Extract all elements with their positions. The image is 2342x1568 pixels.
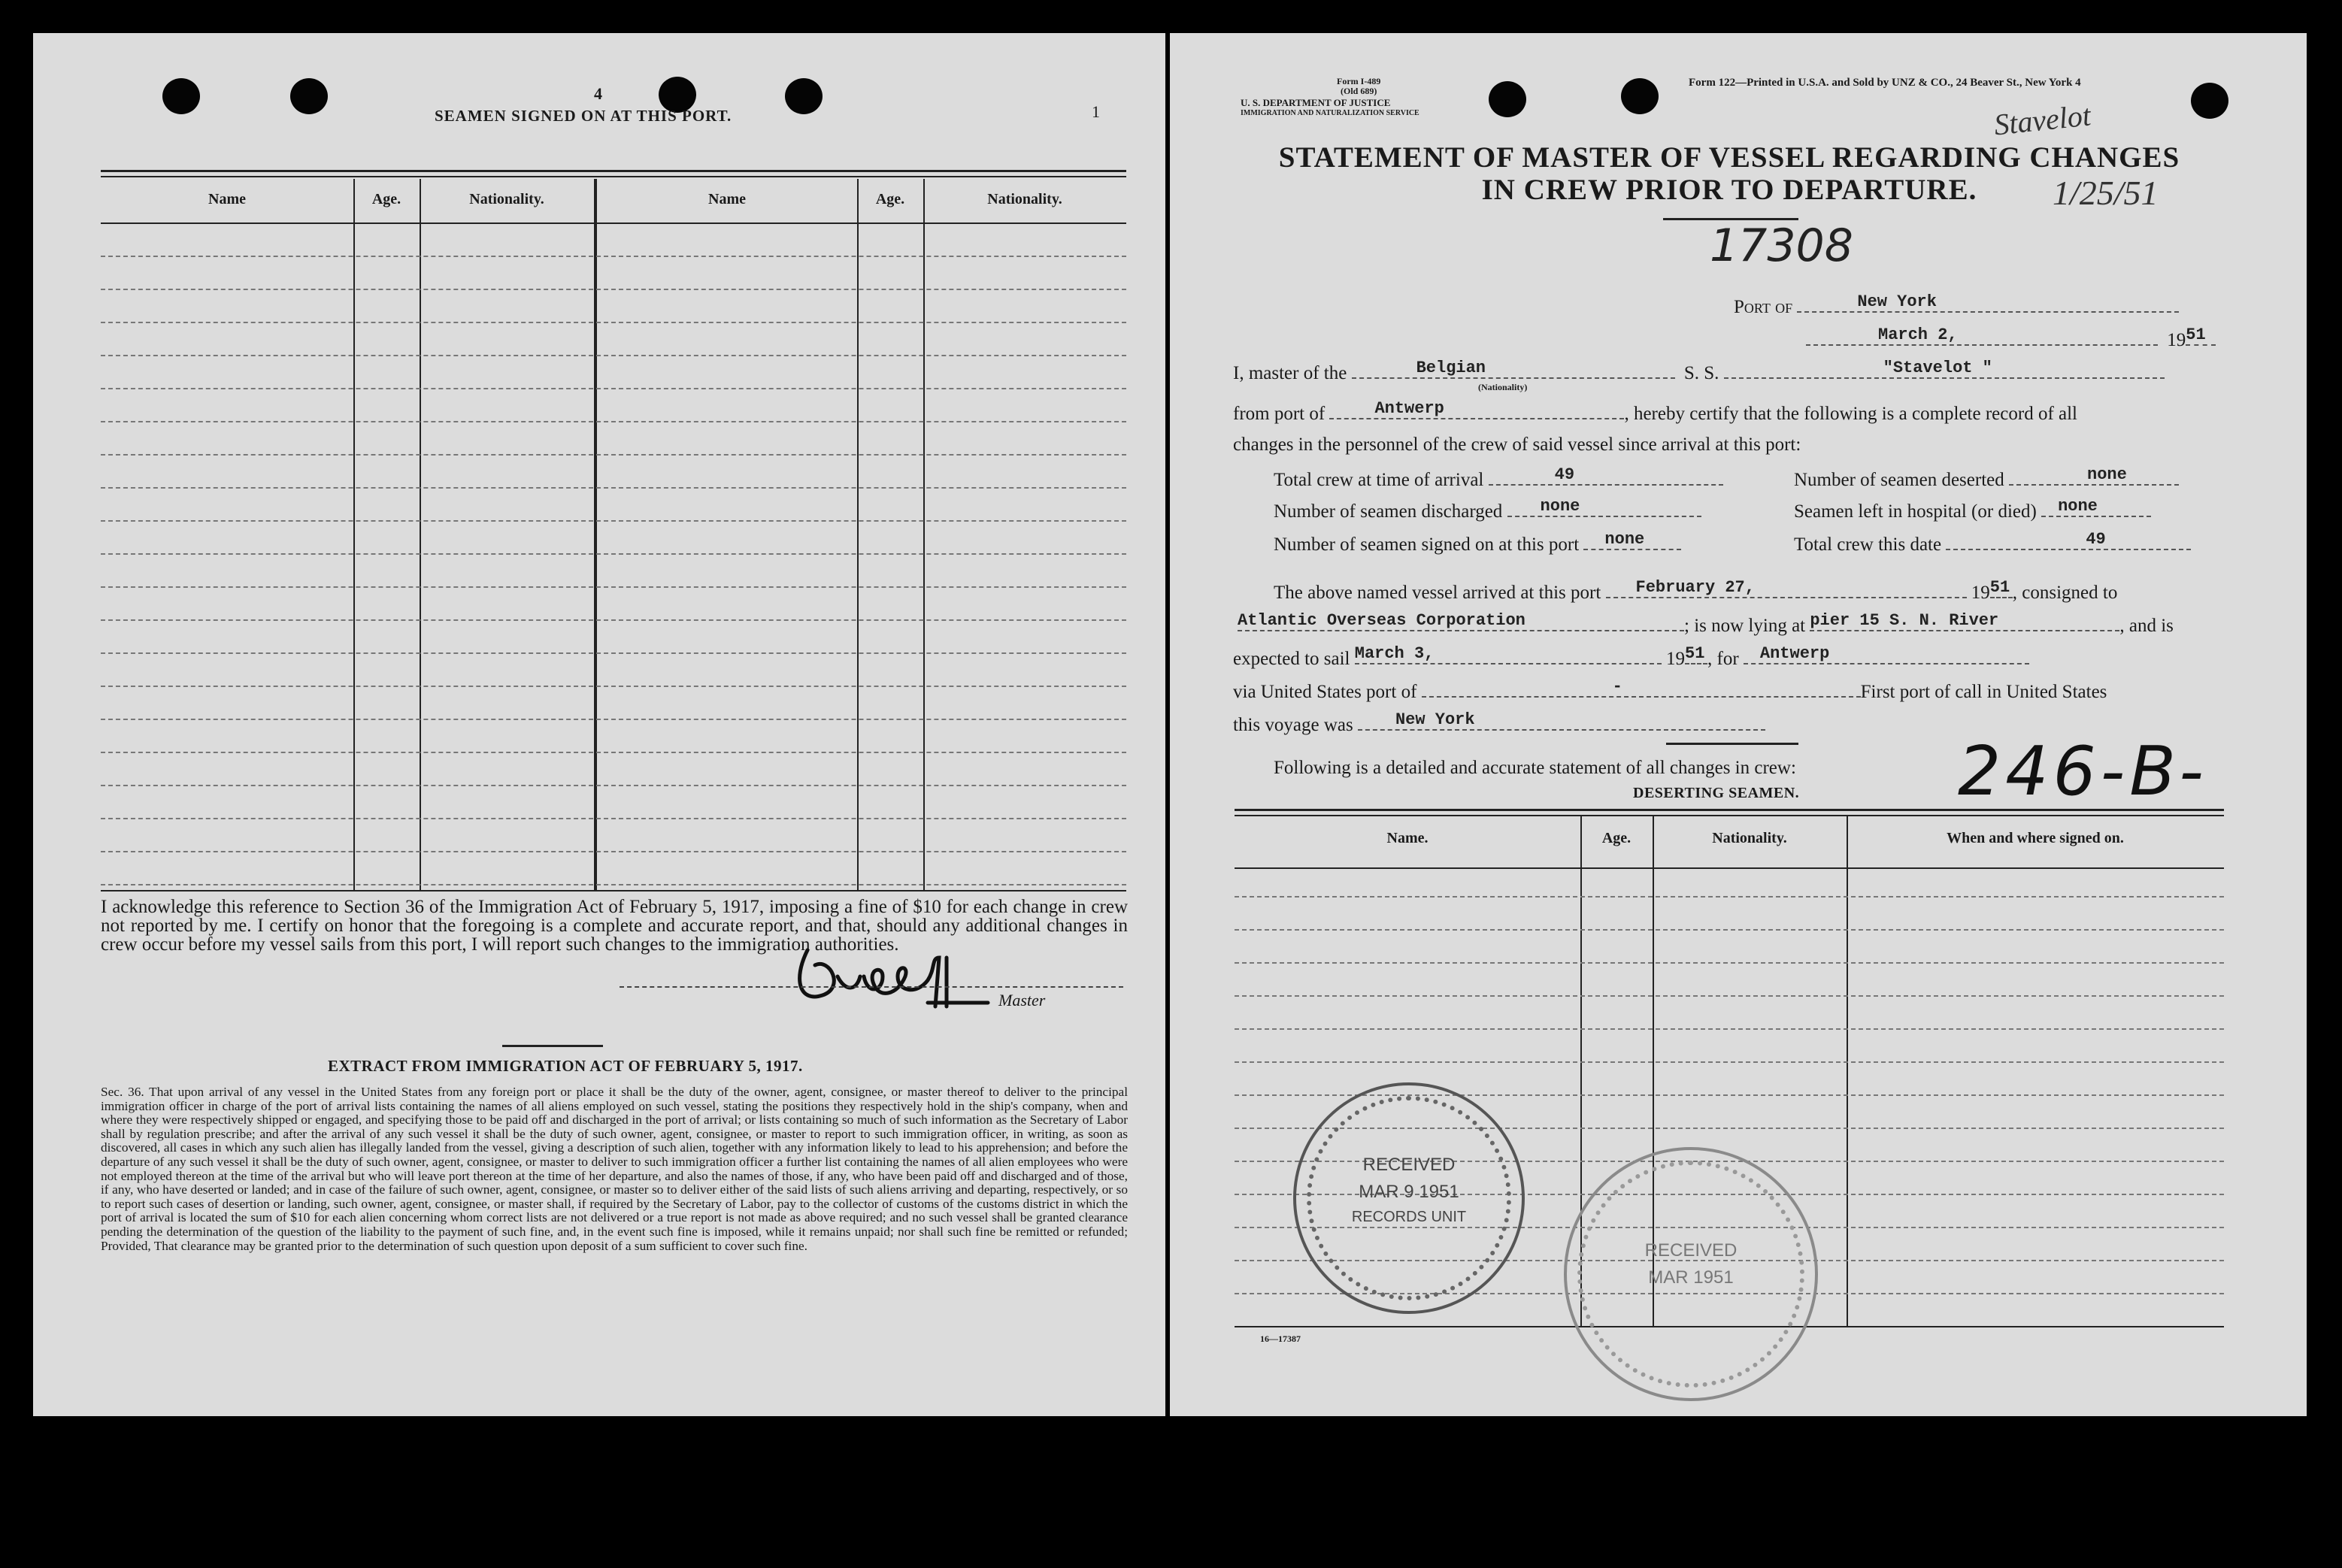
column-header-age: Age.: [1601, 830, 1632, 846]
table-row: [101, 553, 1126, 555]
punch-hole: [1621, 78, 1659, 114]
table-row: [101, 355, 1126, 356]
seamen-signed-on-table: [101, 138, 1126, 890]
total-crew-date: Total crew this date 49: [1794, 532, 2191, 555]
punch-hole: [2191, 83, 2228, 119]
left-page: [33, 33, 1165, 1416]
punch-hole: [1489, 81, 1526, 117]
table-row: [101, 421, 1126, 422]
deserting-seamen-title: DESERTING SEAMEN.: [1633, 785, 1800, 801]
table-row: [101, 719, 1126, 720]
punch-hole: [290, 78, 328, 114]
table-row: [101, 652, 1126, 654]
handwritten-date: 1/25/51: [2053, 174, 2159, 212]
extract-title: EXTRACT FROM IMMIGRATION ACT OF FEBRUARY 5, 1917.: [328, 1057, 803, 1075]
consignee-line: Atlantic Overseas Corporation ; is now lying at pier 15 S. N. River , and is: [1238, 611, 2174, 636]
expected-value: March 3,: [1354, 644, 1435, 663]
table-row: [1235, 1028, 2224, 1030]
table-row: [1235, 995, 2224, 997]
table-row: [101, 818, 1126, 819]
column-header-name: Name: [708, 191, 746, 207]
table-row: [101, 619, 1126, 621]
from-port-value: Antwerp: [1374, 399, 1444, 418]
table-row: [101, 851, 1126, 852]
department-header: U. S. DEPARTMENT OF JUSTICE IMMIGRATION AND NATURALIZATION SERVICE: [1241, 97, 1419, 117]
table-row: [101, 388, 1126, 389]
table-row: [101, 586, 1126, 588]
table-row: [101, 487, 1126, 489]
vessel-name-value: "Stavelot ": [1883, 359, 1992, 377]
acknowledgement-text: I acknowledge this reference to Section 36 of the Immigration Act of February 5, 1917, imposing a fine of $10 for each change in crew not reported by me. I certify on honor that the foregoing is a complete and accurate report, and that, should any additional changes in crew occur before my vessel sails from this port, I will report such changes to the immigration authorities.: [101, 897, 1128, 955]
table-row: [1235, 929, 2224, 931]
following-text: Following is a detailed and accurate statement of all changes in crew:: [1274, 758, 1796, 778]
column-header-age: Age.: [875, 191, 905, 207]
nationality-value: Belgian: [1416, 359, 1486, 377]
table-row: [101, 256, 1126, 257]
handwritten-vessel-name: Stavelot: [1992, 98, 2092, 142]
printer-note: Form 122—Printed in U.S.A. and Sold by UNZ & CO., 24 Beaver St., New York 4: [1689, 77, 2081, 89]
year-value: 51: [2186, 325, 2206, 344]
column-header-nationality: Nationality.: [469, 191, 544, 207]
master-label: Master: [998, 991, 1046, 1010]
table-row: [1235, 962, 2224, 964]
via-value: -: [1612, 677, 1622, 696]
via-line: via United States port of - First port of call in United States: [1233, 677, 2107, 702]
arrival-date-value: February 27,: [1635, 578, 1755, 597]
received-stamp: RECEIVED MAR 9 1951 RECORDS UNIT: [1293, 1082, 1525, 1314]
received-stamp-faded: RECEIVED MAR 1951: [1564, 1147, 1818, 1401]
divider: [1666, 743, 1798, 745]
this-voyage-value: New York: [1395, 710, 1475, 729]
table-row: [101, 289, 1126, 290]
table-row: [101, 785, 1126, 786]
seamen-hospital: Seamen left in hospital (or died) none: [1794, 499, 2151, 522]
column-header-nationality: Nationality.: [987, 191, 1062, 207]
seamen-discharged: Number of seamen discharged none: [1274, 499, 1701, 522]
form-number: Form I-489 (Old 689): [1337, 76, 1381, 96]
date-value: March 2,: [1878, 325, 1958, 344]
table-row: [101, 520, 1126, 522]
table-row: [101, 322, 1126, 323]
column-header-signed-on: When and where signed on.: [1947, 830, 2124, 846]
this-voyage-line: this voyage was New York: [1233, 713, 1765, 736]
column-header-name: Name: [208, 191, 246, 207]
section-title: SEAMEN SIGNED ON AT THIS PORT.: [435, 107, 732, 125]
form-footnote: 16—17387: [1260, 1333, 1301, 1344]
port-of-line: Port of New York: [1734, 295, 2179, 318]
consignee-value: Atlantic Overseas Corporation: [1238, 611, 1525, 630]
column-header-nationality: Nationality.: [1712, 830, 1787, 846]
signature-line: [620, 986, 1123, 988]
nationality-caption: (Nationality): [1478, 382, 1528, 392]
form-title: STATEMENT OF MASTER OF VESSEL REGARDING CHANGES IN CREW PRIOR TO DEPARTURE.: [1278, 141, 2180, 206]
punch-hole: [785, 78, 823, 114]
changes-line: changes in the personnel of the crew of said vessel since arrival at this port:: [1233, 434, 1801, 455]
table-row: [101, 686, 1126, 687]
table-row: [101, 752, 1126, 753]
seamen-deserted: Number of seamen deserted none: [1794, 468, 2179, 491]
table-row: [1235, 896, 2224, 898]
port-of-value: New York: [1857, 292, 1937, 311]
section-36-text: Sec. 36. That upon arrival of any vessel in the United States from any foreign port or place it shall be the duty of the owner, agent, consignee, or master thereof to deliver to the principal immigration officer in charge of the port of arrival lists containing the names of all aliens employed on such vessel, stating the positions they respectively hold in the ship's company, when and where they were respectively shipped or engaged, and specifying those to be paid off and discharged in the port of arrival; or lists containing so much of such information as the Secretary of Labor shall by regulation prescribe; and after the arrival of any such vessel it shall be the duty of such owner, agent, consignee, or master to report to such immigration officer, in writing, as soon as discovered, all cases in which any such alien has illegally landed from the vessel, giving a description of such alien, together with any information likely to lead to his apprehension; and before the departure of any such vessel it shall be the duty of such owner, agent, consignee, or master to deliver to such immigration officer a further list containing the names of all alien employees who were not employed thereon at the time of the arrival but who will leave port thereon at the time of her departure, and also the names of those, if any, who have been paid off and discharged and of those, if any, who have deserted or landed; and in case of the failure of such owner, agent, consignee, or master so to deliver either of the said lists of such aliens arriving and departing, respectively, or so to report such cases of desertion or landing, such owner, agent, consignee, or master shall, if required by the Secretary of Labor, pay to the collector of customs of the customs district in which the port of arrival is located the sum of $10 for each alien concerning whom correct lists are not delivered or a true report is not made as above required; and no such vessel shall be granted clearance pending the determination of the question of the liability to the payment of such fine, and, in the event such fine is imposed, while it remains unpaid; nor shall such fine be remitted or refunded; Provided, That clearance may be granted prior to the determination of such question upon deposit of a sum sufficient to cover such fine.: [101, 1085, 1128, 1253]
expected-line: expected to sail March 3, 19 51 , for Antwerp: [1233, 646, 2029, 670]
page-number: 4: [594, 84, 602, 103]
arrived-line: The above named vessel arrived at this port February 27, 19 51 , consigned to: [1274, 578, 2118, 603]
for-value: Antwerp: [1759, 644, 1830, 663]
table-row: [101, 884, 1126, 885]
seamen-signed-on: Number of seamen signed on at this port none: [1274, 532, 1681, 555]
divider: [502, 1045, 603, 1047]
corner-mark: 1: [1092, 102, 1100, 121]
master-signature: [785, 935, 1026, 1018]
master-line: I, master of the Belgian S. S. "Stavelot ": [1233, 361, 2165, 384]
handwritten-file-number: 246-B-: [1958, 732, 2208, 811]
total-crew-arrival: Total crew at time of arrival 49: [1274, 468, 1723, 491]
column-header-age: Age.: [371, 191, 401, 207]
table-row: [1235, 1061, 2224, 1063]
date-line: March 2, 19 51: [1806, 328, 2216, 351]
table-row: [101, 454, 1126, 456]
column-header-name: Name.: [1386, 830, 1429, 846]
handwritten-number: 17308: [1710, 219, 1853, 272]
from-port-line: from port of Antwerp , hereby certify that the following is a complete record of all: [1233, 399, 2078, 424]
lying-value: pier 15 S. N. River: [1810, 611, 1999, 630]
punch-hole: [162, 78, 200, 114]
